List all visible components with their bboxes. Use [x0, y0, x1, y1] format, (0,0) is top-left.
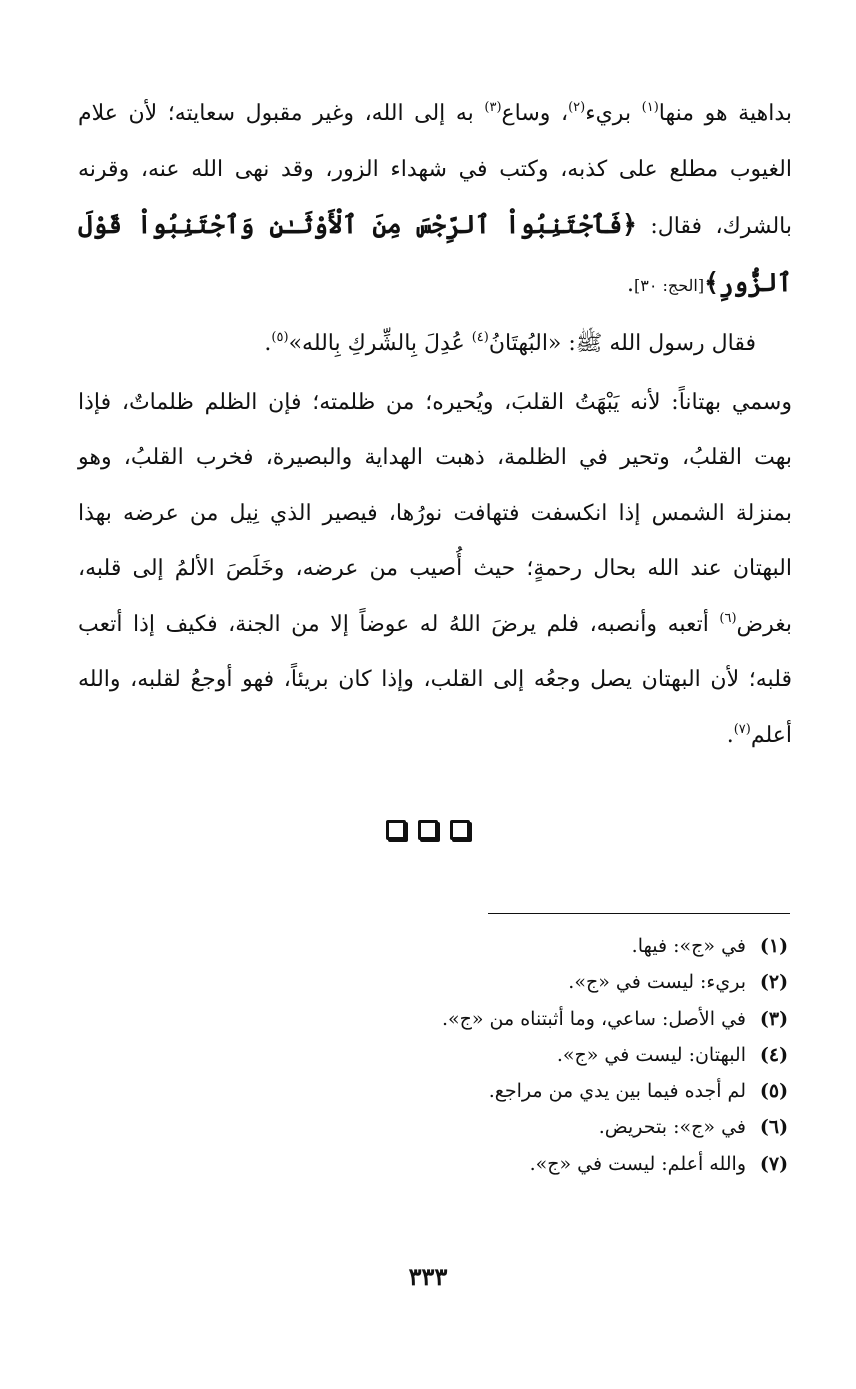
text-run: به إلى الله، وغير مقبول سعايته؛ لأن علام الغيوب مطلع على كذبه، وكتب في شهداء الزور، وقد نهى الله عنه، وقرنه بالشرك، فقال:: [78, 101, 792, 239]
footnote-marker: (١): [641, 100, 659, 115]
text-run: بريء: [585, 101, 642, 126]
footnote-number: (٢): [759, 971, 789, 994]
footnote-marker: (٥): [271, 330, 289, 345]
footnote-number: (٥): [759, 1080, 789, 1103]
text-run: بداهية هو منها: [658, 101, 792, 126]
footnote-text: في «ج»: فيها.: [631, 935, 746, 957]
footnote-number: (٦): [759, 1116, 789, 1139]
verse-reference: [الحج: ٣٠]: [633, 275, 705, 295]
footnote-item: [290, 928, 790, 964]
text-run: .: [264, 331, 272, 356]
separator-square-icon: [418, 820, 438, 840]
paragraph-3: [78, 375, 792, 764]
footnote-text: بريء: ليست في «ج».: [568, 971, 746, 994]
text-run: .: [626, 271, 634, 297]
footnote-number: (٣): [759, 1007, 789, 1030]
footnote-marker: (٢): [568, 100, 586, 115]
footnotes-list: [290, 928, 790, 1182]
text-run: وسمي بهتاناً: لأنه يَبْهَتُ القلبَ، ويُحيره؛ من ظلمته؛ فإن الظلم ظلماتٌ، فإذا بهت القلبُ، وتحير في الظلمة، ذهبت الهداية والبصيرة، فخرب القلبُ، وهو بمنزلة الشمس إذا انكسفت فتهافت نورُها، فيصير الذي نِيل من عرضه بهذا البهتان عند الله بحال رحمةٍ؛ حيث أُصيب من عرضه، وخَلَصَ الألمُ إلى قلبه، بغرض: [78, 389, 792, 637]
footnote-text: والله أعلم: ليست في «ج».: [529, 1152, 746, 1175]
quran-verse: ﴿فَٱجْتَنِبُواْ ٱلرِّجْسَ مِنَ ٱلْأَوْثَـٰنِ وَٱجْتَنِبُواْ قَوْلَ ٱلزُّورِ﴾: [78, 210, 792, 297]
paragraph-2: [78, 316, 792, 372]
footnote-text: في الأصل: ساعي، وما أثبتناه من «ج».: [441, 1007, 746, 1030]
footnote-divider: [488, 913, 790, 914]
footnote-marker: (٤): [471, 330, 489, 345]
section-separator: [0, 820, 856, 840]
footnote-number: (١): [759, 935, 789, 957]
footnote-item: [290, 1037, 790, 1073]
text-run: أتعبه وأنصبه، فلم يرضَ اللهُ له عوضاً إلا من الجنة، فكيف إذا أتعب قلبه؛ لأن البهتان يصل وجعُه إلى القلب، وإذا كان بريئاً، فهو أوجعُ لقلبه، والله أعلم: [78, 611, 792, 748]
footnote-marker: (٣): [484, 100, 502, 115]
main-text: [78, 86, 792, 763]
footnote-number: (٧): [759, 1152, 789, 1175]
hadith-text: عُدِلَ بِالشِّركِ بِالله»: [288, 331, 472, 356]
footnote-item: [290, 1001, 790, 1037]
footnote-marker: (٦): [719, 610, 737, 626]
text-run: .: [726, 722, 734, 748]
footnote-text: البهتان: ليست في «ج».: [556, 1043, 746, 1066]
footnote-item: [290, 1073, 790, 1109]
footnote-item: [290, 1109, 790, 1145]
text-run: ، وساع: [501, 101, 569, 126]
paragraph-1: [78, 86, 792, 313]
footnote-text: في «ج»: بتحريض.: [598, 1116, 746, 1139]
footnote-item: [290, 1146, 790, 1182]
footnote-text: لم أجده فيما بين يدي من مراجع.: [488, 1080, 746, 1103]
footnote-marker: (٧): [733, 721, 751, 737]
separator-square-icon: [386, 820, 406, 840]
footnote-number: (٤): [759, 1043, 789, 1066]
text-run: فقال رسول الله ﷺ: «البُهتَانُ: [488, 331, 756, 356]
footnote-item: [290, 964, 790, 1000]
separator-square-icon: [450, 820, 470, 840]
page-number: ٣٣٣: [408, 1262, 448, 1291]
